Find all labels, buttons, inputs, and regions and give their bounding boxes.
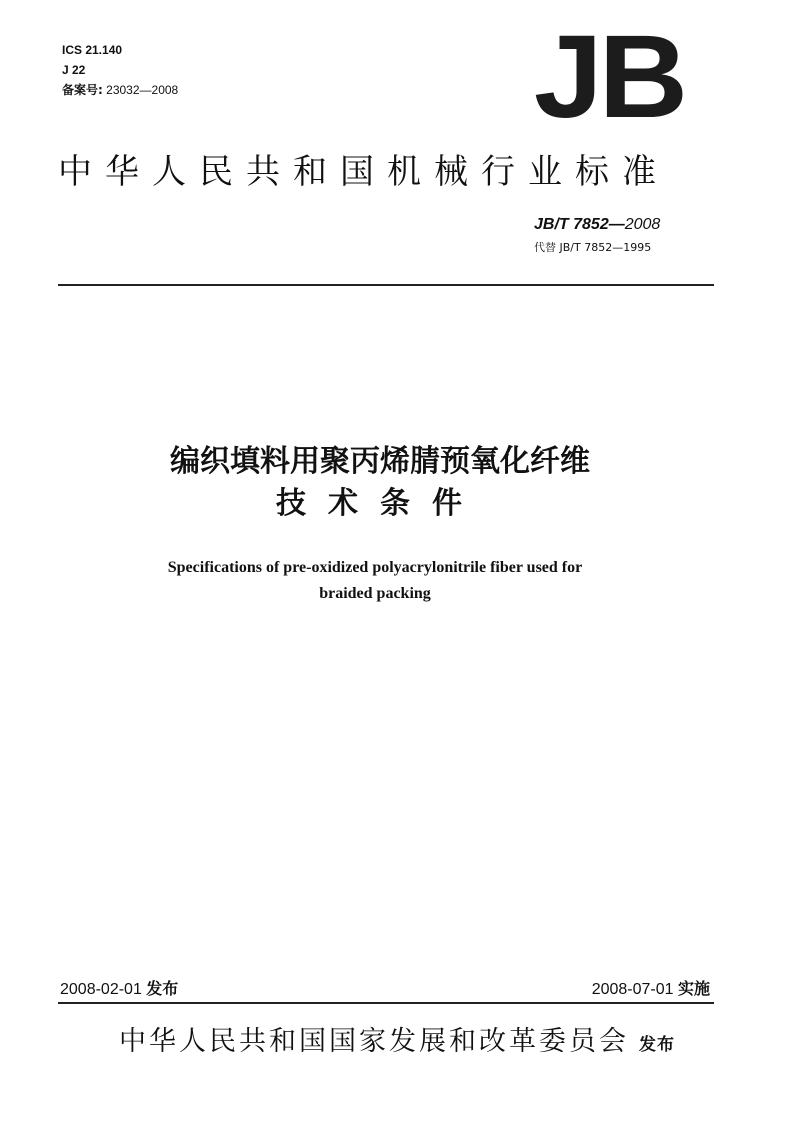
ics-code-text: ICS 21.140 [62,43,123,57]
header-rule [58,284,714,286]
issue-date [60,978,178,1001]
footer-rule [58,1002,714,1004]
standard-number-year: 2008 [624,216,661,233]
issue-date-label: 发布 [146,979,179,998]
title-cn-line1: 编织填料用聚丙烯腈预氧化纤维 [170,444,590,479]
implementation-date-label: 实施 [677,979,710,998]
replaces-standard: 代替 JB/T 7852—1995 [534,241,652,254]
ics-code [62,42,122,58]
implementation-date [592,978,710,1001]
filing-number-label: 备案号: [62,83,103,97]
title-en-line1: Specifications of pre-oxidized polyacrylonitrile fiber used for [167,559,583,576]
standard-number [534,215,660,235]
issuer-suffix: 发布 [639,1035,675,1055]
issuer [0,1022,794,1065]
issue-date-value: 2008-02-01 [60,981,142,998]
standard-number-main: JB/T 7852— [534,216,625,233]
ccs-code [62,62,85,78]
ministry-title: 中华人民共和国机械行业标准 [58,152,669,192]
title-en-line2: braided packing [319,585,431,602]
implementation-date-value: 2008-07-01 [591,981,674,998]
issuer-name: 中华人民共和国国家发展和改革委员会 [119,1026,629,1057]
jb-logo: JB [533,11,684,143]
filing-number-value: 23032—2008 [106,83,179,97]
ccs-code-text: J 22 [62,63,86,77]
filing-number [62,82,178,98]
title-cn-line2: 技术条件 [276,486,484,521]
